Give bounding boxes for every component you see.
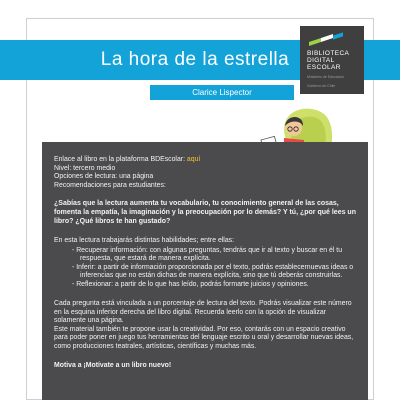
reading-option-line: Opciones de lectura: una página — [54, 173, 154, 180]
bdescolar-logo — [300, 26, 364, 94]
skill-item: - Inferir: a partir de información proporcionada por el texto, podrás establecernuevas ideas o inferencias que no están dichas de manera explícita, sino que tú deberás construirlas. — [72, 263, 354, 280]
logo-sub-1: Ministerio de Educación — [307, 75, 345, 79]
skills-list — [68, 247, 358, 290]
logo-line-2: DIGITAL — [307, 57, 335, 64]
percentage-paragraph: Cada pregunta está vinculada a un porcentaje de lectura del texto. Podrás visualizar este número en la esquina inferior derecha del libro digital. Recuerda leerlo con la opción de visualizar solamente una página. — [54, 300, 352, 325]
skill-item: - Reflexionar: a partir de lo que has leído, podrás formarte juicios y opiniones. — [72, 280, 309, 288]
closing-line: Motiva a ¡Motívate a un libro nuevo! — [54, 362, 172, 370]
level-line: Nivel: tercero medio — [54, 164, 116, 172]
skill-item: - Recuperar información: con algunas preguntas, tendrás que ir al texto y buscar en él tu respuesta, que estará de manera explícita. — [72, 246, 343, 263]
logo-line-3: ESCOLAR — [307, 64, 341, 71]
book-link-prefix: Enlace al libro en la plataforma BDEscolar: — [54, 156, 187, 163]
intro-question: ¿Sabías que la lectura aumenta tu vocabulario, tu conocimiento general de las cosas, fomenta la empatía, la imaginación y la preocupación por lo demás? Y tú, ¿por qué lees un libro? ¿Qué libros te han gustado? — [54, 200, 356, 225]
author-label: Clarice Lispector — [150, 85, 294, 100]
logo-line-1: BIBLIOTECA — [307, 50, 350, 57]
skills-intro: En esta lectura trabajarás distintas habilidades; entre ellas: — [54, 237, 235, 245]
creativity-paragraph: Este material también te propone usar la creatividad. Por eso, contarás con un espacio creativo para poder poner en juego tus herramientas del lenguaje escrito u oral y desarrollar nuevas ideas, como producciones teatrales, artísticas, científicas y muchas más. — [54, 325, 354, 350]
open-book-icon — [307, 32, 347, 48]
book-link[interactable]: aquí — [186, 156, 201, 163]
content-panel — [42, 142, 368, 400]
page-title: La hora de la estrella — [100, 49, 290, 70]
logo-sub-2: Gobierno de Chile — [307, 83, 336, 88]
recommendations-heading: Recomendaciones para estudiantes: — [54, 181, 166, 189]
book-link-line — [54, 156, 358, 165]
